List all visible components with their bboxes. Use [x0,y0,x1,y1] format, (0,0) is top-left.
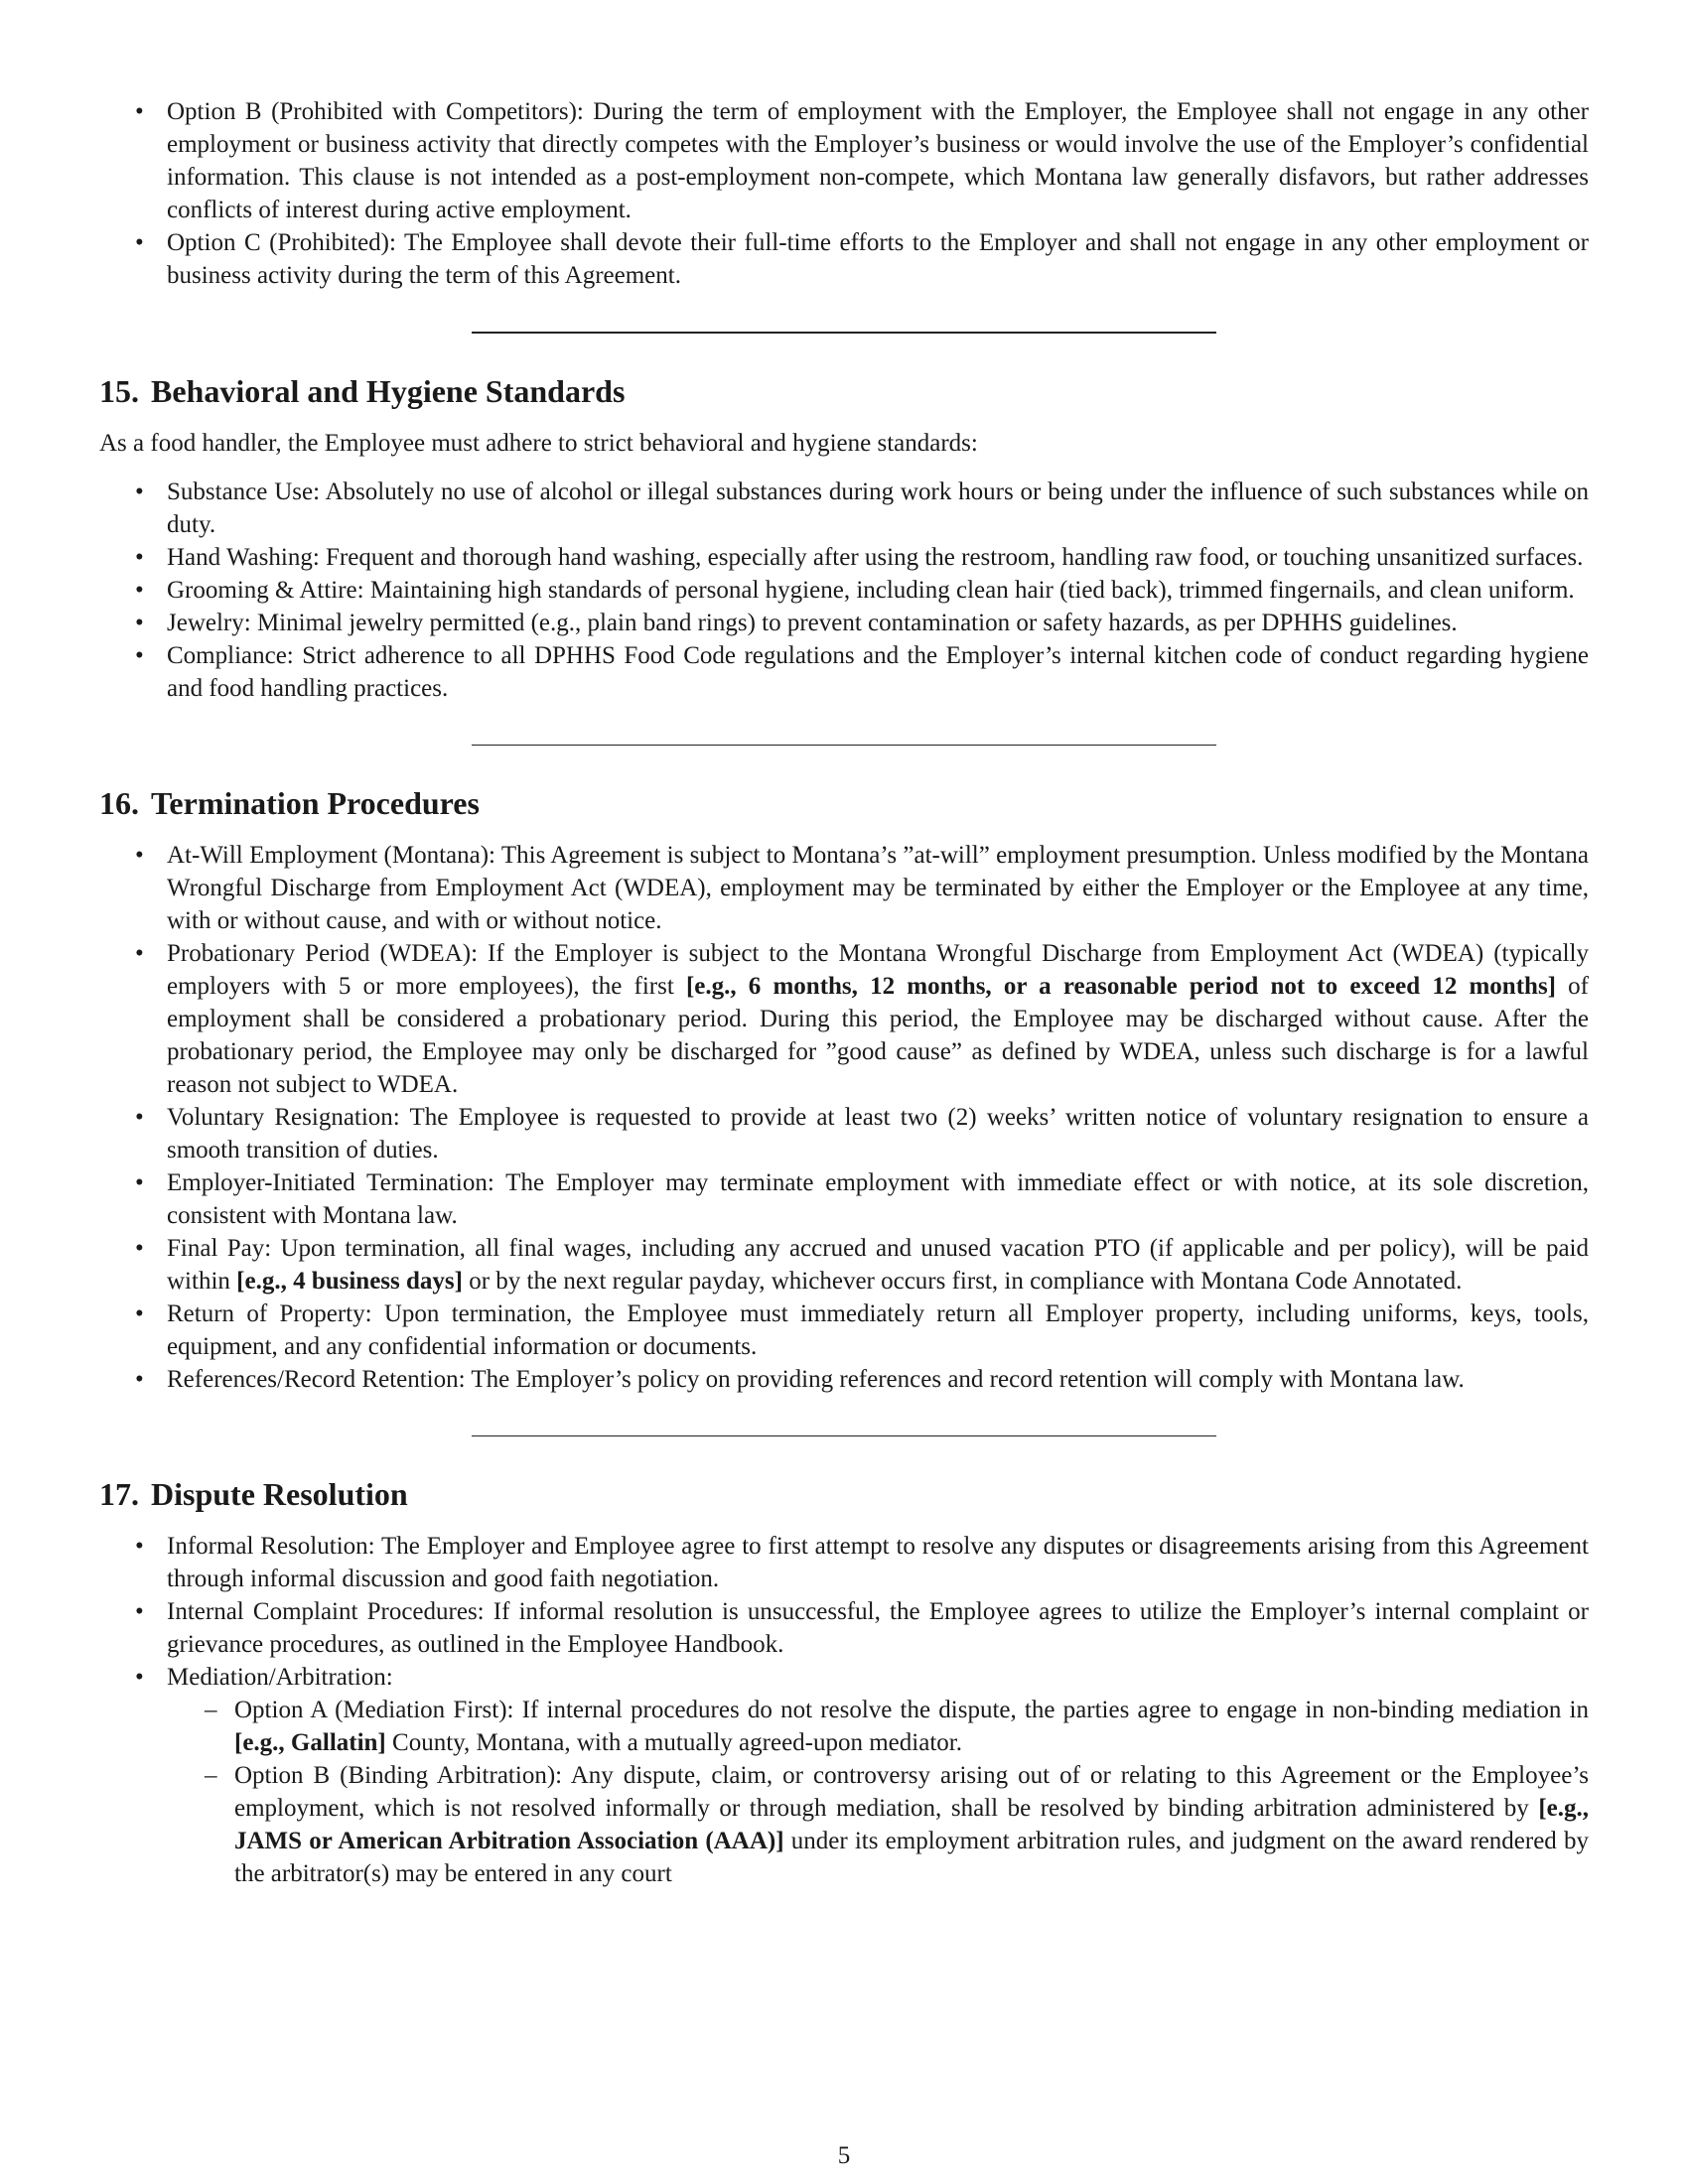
termination-list [99,839,1589,1396]
list-item: • Hand Washing: Frequent and thorough hand washing, especially after using the restroom, handling raw food, or touching unsanitized surfaces. [99,541,1589,574]
section-number: 16. [99,785,139,821]
section-divider [472,745,1216,746]
section-15-heading [99,371,1589,411]
document-page [99,95,1589,1890]
option-c-item: • Option C (Prohibited): The Employee shall devote their full-time efforts to the Employer and shall not engage in any other employment or business activity during the term of this Agreement. [99,226,1589,292]
section-title: Dispute Resolution [151,1476,408,1512]
hygiene-standards-list [99,476,1589,705]
section-15 [99,371,1589,705]
section-divider [472,332,1216,334]
option-b-arbitration: – Option B (Binding Arbitration): Any dispute, claim, or controversy arising out of or relating to this Agreement or the Employee’s employment, which is not resolved informally or through mediation, shall be resolved by binding arbitration administered by [e.g., JAMS or American Arbitration Association (AAA)] under its employment arbitration rules, and judgment on the award rendered by the arbitrator(s) may be entered in any court [167,1759,1589,1890]
section-number: 17. [99,1476,139,1512]
page-number: 5 [837,2142,851,2169]
section-17 [99,1474,1589,1890]
dispute-list [99,1530,1589,1890]
list-item: • Substance Use: Absolutely no use of alcohol or illegal substances during work hours or being under the influence of such substances while on duty. [99,476,1589,541]
placeholder-bold: [e.g., 6 months, 12 months, or a reasonable period not to exceed 12 months] [685,973,1556,1000]
informal-resolution-item: • Informal Resolution: The Employer and Employee agree to first attempt to resolve any disputes or disagreements arising from this Agreement through informal discussion and good faith negotiation. [99,1530,1589,1595]
section-number: 15. [99,373,139,409]
return-property-item: • Return of Property: Upon termination, the Employee must immediately return all Employer property, including uniforms, keys, tools, equipment, and any confidential information or documents. [99,1297,1589,1363]
mediation-options-list [167,1694,1589,1890]
probation-item: • Probationary Period (WDEA): If the Employer is subject to the Montana Wrongful Discharge from Employment Act (WDEA) (typically employers with 5 or more employees), the first [e.g., 6 months, 12 months, or a reasonable period not to exceed 12 months] of employment shall be considered a probationary period. During this period, the Employee may be discharged without cause. After the probationary period, the Employee may only be discharged for ”good cause” as defined by WDEA, unless such discharge is for a lawful reason not subject to WDEA. [99,937,1589,1101]
list-item: • Jewelry: Minimal jewelry permitted (e.g., plain band rings) to prevent contamination or safety hazards, as per DPHHS guidelines. [99,607,1589,639]
placeholder-bold: [e.g., 4 business days] [236,1268,463,1295]
option-a-mediation: – Option A (Mediation First): If internal procedures do not resolve the dispute, the parties agree to engage in non-binding mediation in [e.g., Gallatin] County, Montana, with a mutually agreed-upon mediator. [167,1694,1589,1759]
option-list [99,95,1589,292]
at-will-item: • At-Will Employment (Montana): This Agreement is subject to Montana’s ”at-will” employment presumption. Unless modified by the Montana Wrongful Discharge from Employment Act (WDEA), employment may be terminated by either the Employer or the Employee at any time, with or without cause, and with or without notice. [99,839,1589,937]
option-b-item: • Option B (Prohibited with Competitors): During the term of employment with the Employer, the Employee shall not engage in any other employment or business activity that directly competes with the Employer’s business or would involve the use of the Employer’s confidential information. This clause is not intended as a post-employment non-compete, which Montana law generally disfavors, but rather addresses conflicts of interest during active employment. [99,95,1589,226]
section-15-intro: As a food handler, the Employee must adhere to strict behavioral and hygiene standards: [99,430,978,457]
list-item: • Compliance: Strict adherence to all DPHHS Food Code regulations and the Employer’s internal kitchen code of conduct regarding hygiene and food handling practices. [99,639,1589,705]
section-16-heading [99,783,1589,823]
internal-complaint-item: • Internal Complaint Procedures: If informal resolution is unsuccessful, the Employee agrees to utilize the Employer’s internal complaint or grievance procedures, as outlined in the Employee Handbook. [99,1595,1589,1661]
voluntary-resignation-item: • Voluntary Resignation: The Employee is requested to provide at least two (2) weeks’ written notice of voluntary resignation to ensure a smooth transition of duties. [99,1101,1589,1166]
section-17-heading [99,1474,1589,1514]
mediation-label: Mediation/Arbitration: [167,1664,393,1691]
section-title: Termination Procedures [151,785,480,821]
mediation-arbitration-item [99,1661,1589,1890]
employer-termination-item: • Employer-Initiated Termination: The Employer may terminate employment with immediate effect or with notice, at its sole discretion, consistent with Montana law. [99,1166,1589,1232]
section-divider [472,1435,1216,1436]
placeholder-bold: [e.g., JAMS or American Arbitration Association (AAA)] [234,1795,1589,1854]
references-item: • References/Record Retention: The Employer’s policy on providing references and record retention will comply with Montana law. [99,1363,1589,1396]
list-item: • Grooming & Attire: Maintaining high standards of personal hygiene, including clean hair (tied back), trimmed fingernails, and clean uniform. [99,574,1589,607]
placeholder-bold: [e.g., Gallatin] [234,1729,386,1756]
section-16 [99,783,1589,1396]
section-title: Behavioral and Hygiene Standards [151,373,626,409]
final-pay-item: • Final Pay: Upon termination, all final wages, including any accrued and unused vacation PTO (if applicable and per policy), will be paid within [e.g., 4 business days] or by the next regular payday, whichever occurs first, in compliance with Montana Code Annotated. [99,1232,1589,1297]
